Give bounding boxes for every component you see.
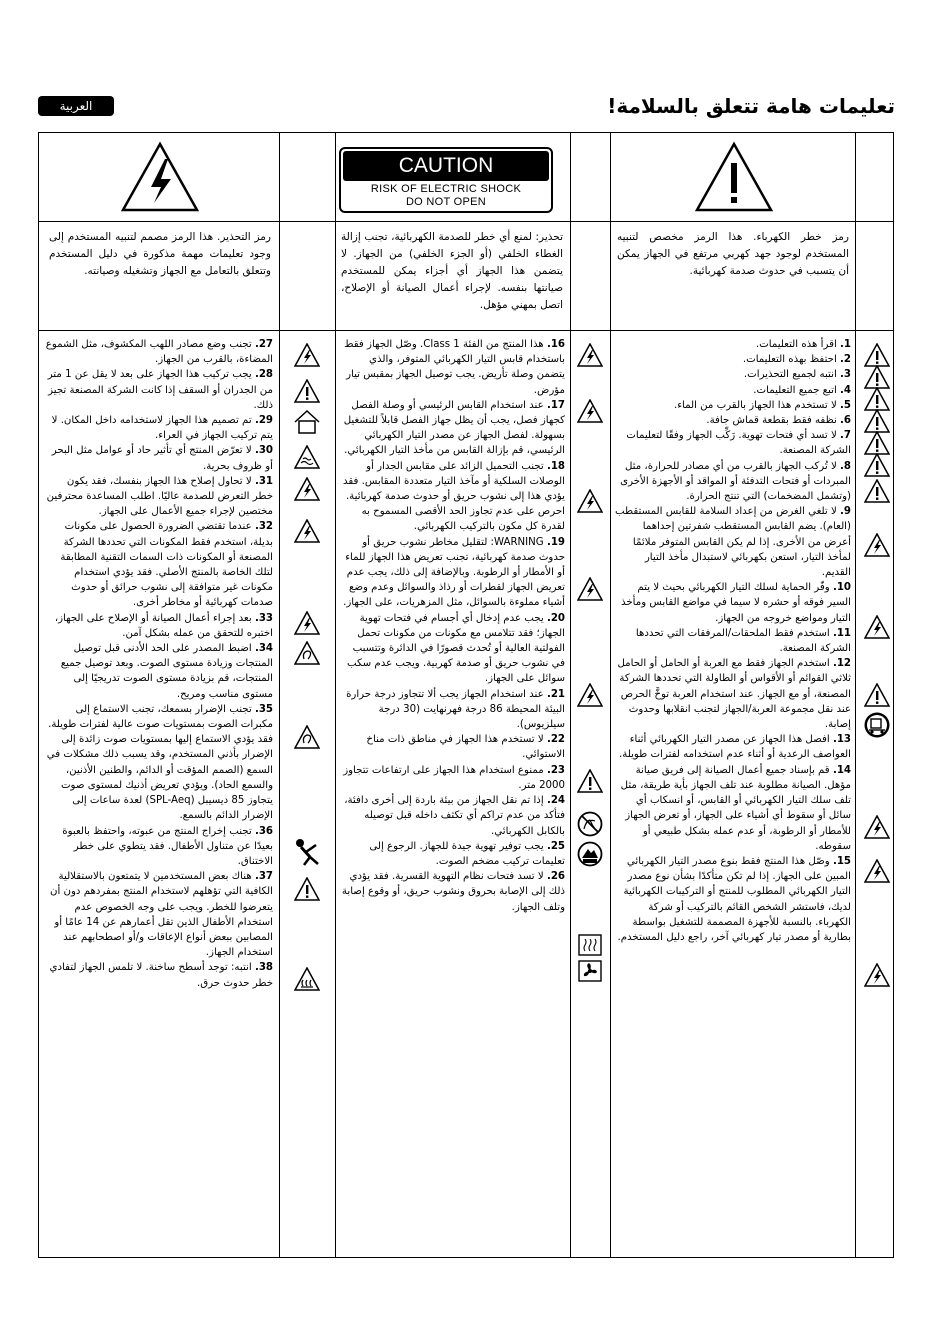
item-number: 19. <box>546 536 565 548</box>
item-text: تجنب إخراج المنتج من عبوته، واحتفظ بالعبوة بعيدًا عن متناول الأطفال. فقد يتطوي على خطر الاختناق. <box>62 825 273 867</box>
exclamation-icon <box>864 431 890 455</box>
item-text: وصّل هذا المنتج فقط بنوع مصدر التيار الكهربائي المبين على الجهاز. إذا لم تكن متأكدًا بشأن نوع مصدر التيار الكهربائي المطلوب للمنتج أو التركيبات الكهربائية لديك، فاستشر الشخص القائم بالتركيب أو شركة الكهرباء. بالنسبة للأجهزة المصممة للتشغيل بواسطة بطارية أو مصدر تيار كهربائي آخر، راجع دليل المستخدم. <box>617 855 851 943</box>
exclamation-icon <box>864 479 890 503</box>
safety-item <box>615 626 851 656</box>
item-number: 28. <box>254 369 273 381</box>
item-number: 6. <box>840 415 851 427</box>
item-number: 9. <box>840 506 851 518</box>
item-text: يجب عدم إدخال أي أجسام في فتحات تهوية الجهاز؛ فقد تتلامس مع مكونات من مكونات تحمل الفولتية العالية أو تُحدث قصورًا في الدائرة وتتسبب في نشوب حريق أو صدمة كهربية. ويجب عدم سكب سوائل على الجهاز. <box>347 612 565 685</box>
item-number: 38. <box>254 962 273 974</box>
item-text: اتبع جميع التعليمات. <box>753 384 837 396</box>
safety-item <box>341 398 565 459</box>
item-number: 17. <box>546 399 565 411</box>
item-text: إذا تم نقل الجهاز من بيئة باردة إلى أخرى دافئة، فتأكد من عدم تراكم أي تكثف داخله قبل توصيله بالكابل الكهربائي. <box>344 795 565 837</box>
shock-icon <box>294 343 320 367</box>
item-number: 10. <box>832 582 851 594</box>
exclamation-icon <box>864 453 890 477</box>
item-text: لا تلغي الغرض من إعداد السلامة للقابس المستقطب (العام). يضم القابس المستقطب شفرتين إحداهما أعرض من الأخرى. إذا لم يكن القابس المتوفر ملائمًا لمأخذ التيار، استعن بكهربائي لاستبدال مأخذ التيار القديم. <box>614 506 851 579</box>
item-number: 34. <box>254 643 273 655</box>
item-number: 15. <box>832 855 851 867</box>
shock-icon <box>864 533 890 557</box>
safety-item <box>615 763 851 854</box>
exclamation-icon <box>864 409 890 433</box>
column-center <box>341 337 565 915</box>
item-number: 24. <box>546 795 565 807</box>
item-number: 22. <box>546 734 565 746</box>
safety-item <box>341 839 565 869</box>
shock-icon <box>577 399 603 423</box>
item-number: 7. <box>840 430 851 442</box>
exclamation-icon <box>864 683 890 707</box>
safety-item <box>341 869 565 915</box>
item-text: عند استخدام الجهاز يجب ألا تتجاوز درجة حرارة البيئة المحيطة 86 درجة فهرنهايت (30 درجة سيلزيوس). <box>346 688 565 731</box>
electric-shock-warning-icon <box>121 141 199 213</box>
caution-label <box>339 147 553 213</box>
item-number: 27. <box>254 339 273 350</box>
safety-item <box>615 337 851 352</box>
safety-item <box>45 337 273 367</box>
safety-item <box>341 337 565 398</box>
item-number: 13. <box>832 734 851 746</box>
shock-icon <box>577 489 603 513</box>
safety-item <box>341 459 565 535</box>
item-text: انتبه لجميع التحذيرات. <box>743 369 837 381</box>
shock-icon <box>577 683 603 707</box>
caution-line2: DO NOT OPEN <box>405 196 487 208</box>
item-text: تجنب الإضرار بسمعك، تجنب الاستماع إلى مكبرات الصوت بمستويات صوت عالية لفترات طويلة. فقد يؤدي الاستماع إليها بمستويات صوت زائدة إلى الإضرار بأذني المستخدم، وقد يسبب ذلك مشكلات في السمع (الصمم المؤقت أو الدائم، والطنين الأذنين، والسمع الحاد). ويؤدي تعريض أذنيك لمستوى صوت يتجاوز 85 ديسيبل (SPL-Aeq) لعدة ساعات إلى الإضرار الدائم بالسمع. <box>46 703 273 822</box>
item-number: 4. <box>840 384 851 396</box>
item-text: تجنب وضع مصادر اللهب المكشوف، مثل الشموع المضاءة، بالقرب من الجهاز. <box>45 339 273 366</box>
altitude-icon <box>577 841 603 867</box>
safety-item <box>341 763 565 793</box>
item-text: عندما تقتضي الضرورة الحصول على مكونات بديلة، استخدم فقط المكونات التي تحددها الشركة المصنعة أو المكونات ذات السمات التقنية المطابقة لتلك الخاصة بالمنتج الأصلي. فقد يؤدي استخدام مكونات غير متوافقة إلى نشوب حرائق أو حدوث صدمات كهربائية أو مخاطر أخرى. <box>60 521 273 609</box>
shock-icon <box>577 343 603 367</box>
item-number: 37. <box>254 871 273 883</box>
item-text: استخدم الجهاز فقط مع العربة أو الحامل أو الحامل ثلاثي القوائم أو الأقواس أو الطاولة التي تحددها الشركة المصنعة، أو مع الجهاز. عند استخدام العربة توخَّ الحرص عند نقل مجموعة العربة/الجهاز لتجنب انقلابها وحدوث إصابة. <box>617 658 851 731</box>
sea-wave-icon <box>294 445 320 469</box>
item-text: يجب توفير تهوية جيدة للجهاز. الرجوع إلى تعليمات تركيب مضخم الصوت. <box>369 840 565 867</box>
shock-icon <box>577 577 603 601</box>
safety-item <box>45 367 273 413</box>
safety-item <box>615 854 851 945</box>
hearing-icon <box>294 725 320 749</box>
safety-item <box>45 443 273 473</box>
item-text: لا تستخدم هذا الجهاز في مناطق ذات مناخ الاستوائي. <box>366 734 565 761</box>
safety-item <box>615 383 851 398</box>
item-text: استخدم فقط الملحقات/المرفقات التي تحددها الشركة المصنعة. <box>635 627 851 655</box>
item-text: تم تصميم هذا الجهاز لاستخدامه داخل المكان. لا يتم تركيب الجهاز في العراء. <box>51 415 273 442</box>
item-number: 30. <box>254 445 273 457</box>
item-text: تجنب التحميل الزائد على مقابس الجدار أو الوصلات السلكية أو مآخذ التيار متعددة المقابس. فقد يؤدي هذا إلى نشوب حريق أو حدوث صدمة كهربائية. احرص على عدم تجاوز الحد الأقصى المسموح به لقدرة كل مكون بالتركيب الكهربائي. <box>343 460 565 533</box>
caution-word: CAUTION <box>343 151 549 181</box>
safety-item <box>45 824 273 870</box>
child-icon <box>292 837 322 867</box>
cart-tip-over-icon <box>863 711 891 739</box>
item-number: 18. <box>546 460 565 472</box>
item-text: لا تعرّض المنتج أي تأثير حاد أو عوامل مثل البحر أو ظروف بحرية. <box>51 445 273 472</box>
item-text: هذا المنتج من الفئة Class 1. وصّل الجهاز فقط باستخدام قابس التيار الكهربائي المتوفر، والذي يتضمن وصلة تأريض. يجب توصيل الجهاز بمقبس تيار مؤرض. <box>344 339 565 396</box>
safety-item <box>341 611 565 687</box>
safety-item <box>341 687 565 733</box>
fan-icon <box>577 959 603 983</box>
shock-icon <box>294 477 320 501</box>
item-text: لا تسد فتحات نظام التهوية القسرية. فقد يؤدي ذلك إلى الإصابة بحروق ونشوب حريق، أو وقوع إصابة وتلف الجهاز. <box>341 871 565 913</box>
safety-item <box>341 535 565 611</box>
column-right <box>615 337 851 945</box>
exclamation-icon <box>864 387 890 411</box>
item-number: 2. <box>840 354 851 366</box>
item-number: 1. <box>840 339 851 350</box>
item-number: 11. <box>832 627 851 639</box>
safety-item <box>615 367 851 382</box>
safety-item <box>45 413 273 443</box>
exclamation-icon <box>864 365 890 389</box>
item-text: نظفه فقط بقطعة قماش جافة. <box>706 415 837 427</box>
shock-icon <box>294 519 320 543</box>
item-number: 35. <box>254 703 273 715</box>
item-number: 25. <box>546 840 565 852</box>
safety-item <box>45 869 273 960</box>
item-text: لا تحاول إصلاح هذا الجهاز بنفسك، فقد يكون خطر التعرض للصدمة عاليًا. اطلب المساعدة محترفين مختصين لإجراء جميع الأعمال على الجهاز. <box>46 475 273 518</box>
safety-item <box>615 413 851 428</box>
item-text: لا تسد أي فتحات تهوية. رَكِّب الجهاز وفقًا لتعليمات الشركة المصنعة. <box>626 430 851 457</box>
item-number: 36. <box>254 825 273 837</box>
item-text: احتفظ بهذه التعليمات. <box>742 354 837 366</box>
exclamation-warning-icon <box>695 141 773 213</box>
safety-item <box>45 474 273 520</box>
safety-item <box>615 504 851 580</box>
item-text: افصل هذا الجهاز عن مصدر التيار الكهربائي أثناء العواصف الرعدية أو أثناء عدم استخدامه لفترات طويلة. <box>619 734 851 761</box>
item-number: 29. <box>254 415 273 427</box>
header-desc-right: رمز خطر الكهرباء. هذا الرمز مخصص لتنبيه المستخدم لوجود جهد كهربي مرتفع في الجهاز يمكن أن يتسبب في حدوث صدمة كهربائية. <box>617 231 849 277</box>
safety-item <box>45 519 273 610</box>
safety-item <box>615 732 851 762</box>
safety-item <box>615 459 851 505</box>
column-left <box>45 337 273 991</box>
safety-item <box>341 793 565 839</box>
shock-icon <box>864 859 890 883</box>
header-desc-left: رمز التحذير. هذا الرمز مصمم لتنبيه المستخدم إلى وجود تعليمات مهمة مذكورة في دليل المستخدم وتتعلق بالتعامل مع الجهاز وتشغيله وصيانته. <box>49 231 271 277</box>
item-number: 26. <box>546 871 565 883</box>
item-number: 14. <box>832 764 851 776</box>
hot-surface-icon <box>294 967 320 991</box>
item-number: 20. <box>546 612 565 624</box>
item-text: لا تُركب الجهاز بالقرب من أي مصادر للحرارة، مثل المبردات أو فتحات التدفئة أو المواقد أو الأجهزة الأخرى (وتشمل المضخمات) التي تنتج الحرارة. <box>620 460 851 503</box>
item-number: 3. <box>840 369 851 381</box>
caution-line1: RISK OF ELECTRIC SHOCK <box>370 183 522 195</box>
safety-item <box>45 702 273 824</box>
item-number: 33. <box>254 612 273 624</box>
item-text: اضبط المصدر على الحد الأدنى قبل توصيل المنتجات وزيادة مستوى الصوت. وبعد توصيل جميع المنتجات، قم بزيادة مستوى الصوت تدريجيًا إلى مستوى مناسب ومريح. <box>60 643 273 700</box>
shock-icon <box>864 615 890 639</box>
item-number: 32. <box>254 521 273 533</box>
item-text: اقرأ هذه التعليمات. <box>755 339 837 350</box>
safety-item <box>615 398 851 413</box>
safety-item <box>615 428 851 458</box>
item-text: عند استخدام القابس الرئيسي أو وصلة الفصل كجهاز فصل، يجب أن يظل جهاز الفصل قابلاً للتشغيل بسهولة. لفصل الجهاز عن مصدر التيار الكهربائي الرئيسي، قم بإزالة القابس من مأخذ التيار الكهربائي. <box>343 399 565 457</box>
item-number: 8. <box>840 460 851 472</box>
item-text: لا تستخدم هذا الجهاز بالقرب من الماء. <box>673 399 837 411</box>
item-number: 21. <box>546 688 565 700</box>
item-number: 5. <box>840 399 851 411</box>
item-number: 16. <box>546 339 565 350</box>
shock-icon <box>864 963 890 987</box>
exclamation-icon <box>294 379 320 403</box>
exclamation-icon <box>864 343 890 367</box>
header-desc-center: تحذير: لمنع أي خطر للصدمة الكهربائية، تجنب إزالة الغطاء الخلفي (أو الجزء الخلفي) من الجهاز. لا يتضمن هذا الجهاز أي أجزاء يمكن للمستخدم صيانتها بنفسه. لإجراء أعمال الصيانة أو الإصلاح، اتصل بمهني مؤهل. <box>341 231 563 311</box>
safety-item <box>615 656 851 732</box>
language-badge: العربية <box>38 96 114 116</box>
item-number: 23. <box>546 764 565 776</box>
item-text: هناك بعض المستخدمين لا يتمتعون بالاستقلالية الكافية التي تؤهلهم لاستخدام المنتج بمفردهم دون أن يتعرضوا للخطر. ويجب على وجه الخصوص عدم استخدام الأطفال الذين تقل أعمارهم عن 14 عامًا أو المصابين ببعض أنواع الإعاقات و/أو اصطحابهم عند استخدام الجهاز. <box>49 871 273 959</box>
item-text: انتبه: توجد أسطح ساخنة. لا تلمس الجهاز لتفادي خطر حدوث حرق. <box>49 962 273 989</box>
page-title: تعليمات هامة تتعلق بالسلامة! <box>607 94 895 118</box>
safety-item <box>45 641 273 702</box>
item-text: وفّر الحماية لسلك التيار الكهربائي بحيث لا يتم السير فوقه أو حشره لا سيما في مواضع القابس ومأخذ التيار ومواضع خروجه من الجهاز. <box>621 582 851 624</box>
indoor-house-icon <box>293 409 321 435</box>
shock-icon <box>294 611 320 635</box>
item-text: ممنوع استخدام هذا الجهاز على ارتفاعات تتجاوز 2000 متر. <box>343 764 565 791</box>
hearing-icon <box>294 641 320 665</box>
item-text: بعد إجراء أعمال الصيانة أو الإصلاح على الجهاز، اختبره للتحقق من عمله بشكل آمن. <box>54 612 273 639</box>
safety-item <box>45 611 273 641</box>
safety-item <box>615 580 851 626</box>
shock-icon <box>864 815 890 839</box>
item-number: 31. <box>254 475 273 487</box>
safety-item <box>615 352 851 367</box>
heat-vent-icon <box>577 933 603 957</box>
exclamation-icon <box>577 769 603 793</box>
safety-item <box>45 960 273 990</box>
safety-item <box>341 732 565 762</box>
no-tropical-climate-icon <box>577 811 603 837</box>
exclamation-icon <box>294 877 320 901</box>
item-number: 12. <box>832 658 851 670</box>
item-text: قم بإسناد جميع أعمال الصيانة إلى فريق صيانة مؤهل. الصيانة مطلوبة عند تلف الجهاز بأية طريقة، مثل تلف سلك التيار الكهربائي أو القابس، أو انسكاب أي سائل أو سقوط أي أشياء على الجهاز، أو تعرض الجهاز للأمطار أو الرطوبة، أو عدم عمله بشكل طبيعي أو سقوطه. <box>620 764 851 852</box>
item-text: يجب تركيب هذا الجهاز على بعد لا يقل عن 1 متر من الجدران أو السقف إذا كانت الشركة المصنعة تجيز ذلك. <box>47 369 273 411</box>
safety-table <box>38 132 894 1258</box>
item-text: WARNING: لتقليل مخاطر نشوب حريق أو حدوث صدمة كهربائية، تجنب تعريض هذا الجهاز للماء أو الأمطار أو الرطوبة. وبالإضافة إلى ذلك، يجب عدم تعريض الجهاز لقطرات أو رذاذ والسوائل وعدم وضع أشياء مملوءة بالسوائل، مثل المزهريات، على الجهاز. <box>343 536 565 609</box>
